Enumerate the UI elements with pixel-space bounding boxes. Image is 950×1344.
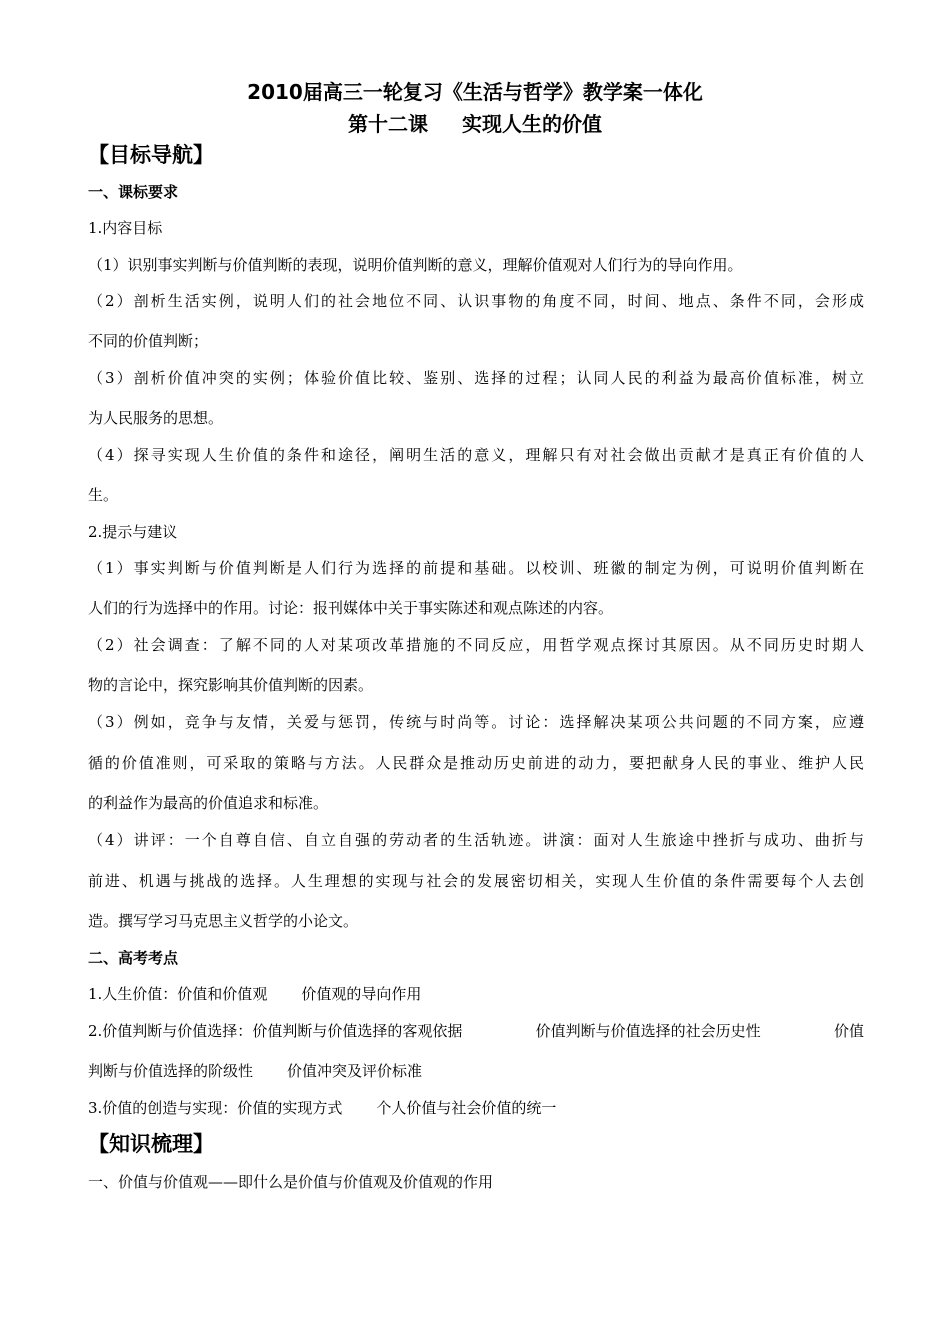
exam-point-1-a: 1.人生价值：价值和价值观 [88, 985, 268, 1003]
content-goal-2-line-1: （2）剖析生活实例，说明人们的社会地位不同、认识事物的角度不同，时间、地点、条件不同，会形成 [88, 292, 864, 310]
exam-point-2-b: 价值判断与价值选择的社会历史性 [535, 1022, 761, 1040]
subheading-curriculum-requirements: 一、课标要求 [88, 183, 179, 201]
exam-point-2-c: 价值 [833, 1022, 864, 1040]
suggestion-2-line-2: 物的言论中，探究影响其价值判断的因素。 [88, 676, 374, 694]
content-goal-3-line-2: 为人民服务的思想。 [88, 409, 224, 427]
content-goal-2-line-2: 不同的价值判断； [88, 332, 209, 350]
suggestions-heading: 2.提示与建议 [88, 523, 178, 541]
lesson-name: 实现人生的价值 [462, 112, 602, 136]
exam-point-2-e: 价值冲突及评价标准 [287, 1062, 423, 1080]
content-goal-4-line-2: 生。 [88, 486, 119, 504]
lesson-title [0, 111, 950, 137]
content-goal-4-line-1: （4）探寻实现人生价值的条件和途径，阐明生活的意义，理解只有对社会做出贡献才是真正有价值的人 [88, 446, 864, 464]
section-heading-knowledge: 【知识梳理】 [88, 1132, 214, 1156]
exam-point-2-line-1 [88, 1021, 864, 1041]
content-goals-heading: 1.内容目标 [88, 219, 163, 237]
section-heading-goals: 【目标导航】 [88, 143, 214, 167]
exam-point-3-b: 个人价值与社会价值的统一 [376, 1099, 557, 1117]
suggestion-4-line-3: 造。撰写学习马克思主义哲学的小论文。 [88, 912, 359, 930]
exam-point-2-d: 判断与价值选择的阶级性 [88, 1062, 254, 1080]
document-title: 2010届高三一轮复习《生活与哲学》教学案一体化 [247, 80, 703, 104]
suggestion-4-line-1: （4）讲评：一个自尊自信、自立自强的劳动者的生活轨迹。讲演：面对人生旅途中挫折与成功、曲折与 [88, 831, 864, 849]
exam-point-1-b: 价值观的导向作用 [301, 985, 422, 1003]
knowledge-part-1: 一、价值与价值观——即什么是价值与价值观及价值观的作用 [88, 1173, 494, 1191]
content-goal-1: （1）识别事实判断与价值判断的表现，说明价值判断的意义，理解价值观对人们行为的导向作用。 [88, 256, 743, 274]
exam-point-3 [88, 1098, 864, 1118]
subheading-exam-points: 二、高考考点 [88, 949, 179, 967]
exam-point-1 [88, 984, 864, 1004]
exam-point-2-a: 2.价值判断与价值选择：价值判断与价值选择的客观依据 [88, 1022, 463, 1040]
suggestion-3-line-1: （3）例如，竞争与友情，关爱与惩罚，传统与时尚等。讨论：选择解决某项公共问题的不同方案，应遵 [88, 713, 864, 731]
exam-point-2-line-2 [88, 1061, 864, 1081]
suggestion-2-line-1: （2）社会调查：了解不同的人对某项改革措施的不同反应，用哲学观点探讨其原因。从不同历史时期人 [88, 636, 864, 654]
suggestion-4-line-2: 前进、机遇与挑战的选择。人生理想的实现与社会的发展密切相关，实现人生价值的条件需要每个人去创 [88, 872, 864, 890]
suggestion-3-line-2: 循的价值准则，可采取的策略与方法。人民群众是推动历史前进的动力，要把献身人民的事业、维护人民 [88, 754, 864, 772]
suggestion-3-line-3: 的利益作为最高的价值追求和标准。 [88, 794, 329, 812]
exam-point-3-a: 3.价值的创造与实现：价值的实现方式 [88, 1099, 343, 1117]
suggestion-1-line-1: （1）事实判断与价值判断是人们行为选择的前提和基础。以校训、班徽的制定为例，可说明价值判断在 [88, 559, 864, 577]
content-goal-3-line-1: （3）剖析价值冲突的实例；体验价值比较、鉴别、选择的过程；认同人民的利益为最高价值标准，树立 [88, 369, 864, 387]
suggestion-1-line-2: 人们的行为选择中的作用。讨论：报刊媒体中关于事实陈述和观点陈述的内容。 [88, 599, 614, 617]
lesson-number: 第十二课 [348, 112, 428, 136]
